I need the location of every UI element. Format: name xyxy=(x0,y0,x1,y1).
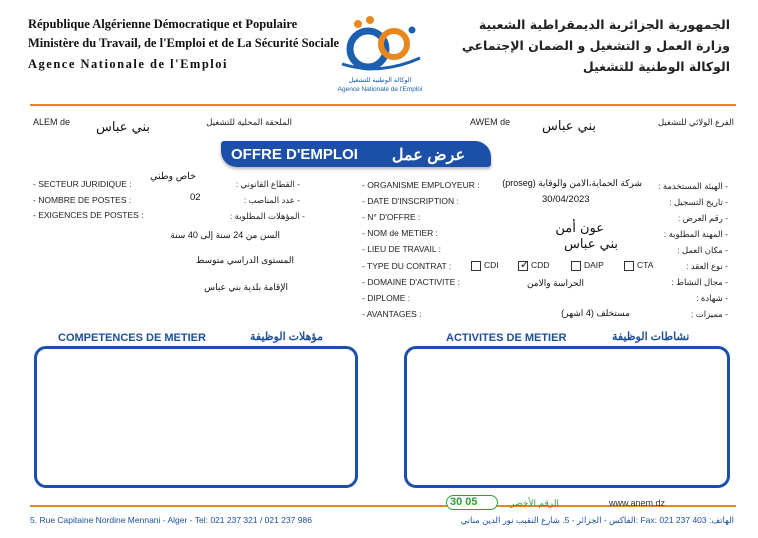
field-value-avantages: مستخلف (4 اشهر) xyxy=(561,308,630,318)
field-label-secteur: - SECTEUR JURIDIQUE : xyxy=(33,179,132,189)
logo-caption-fr: Agence Nationale de l'Emploi xyxy=(337,86,423,93)
daip-label: DAIP xyxy=(584,260,604,270)
field-label-avantages: - AVANTAGES : xyxy=(362,309,422,319)
activites-box[interactable] xyxy=(404,346,730,488)
awem-ar-label: الفرع الولائي للتشغيل xyxy=(657,117,734,127)
address-ar: الهاتف: Fax: 021 237 403 :الفاكس - الجزائر - 5. شارع النقيب نور الدين مناني xyxy=(460,515,734,525)
field-value-metier: عون أمن xyxy=(555,221,604,236)
field-label-date: - DATE D'INSCRIPTION : xyxy=(362,196,459,206)
field-label-organisme: - ORGANISME EMPLOYEUR : xyxy=(362,180,480,190)
field-ar-secteur: - القطاع القانوني : xyxy=(235,179,300,189)
awem-value: بني عباس xyxy=(542,119,597,134)
green-number: 30 05 xyxy=(450,496,478,508)
requirement-line-2: المستوى الدراسي متوسط xyxy=(195,255,294,265)
field-ar-contrat: - نوع العقد : xyxy=(686,261,728,271)
field-label-postes: - NOMBRE DE POSTES : xyxy=(33,195,132,205)
alem-label: ALEM de xyxy=(33,117,71,127)
field-value-secteur: خاص وطني xyxy=(150,171,196,182)
field-label-lieu: - LIEU DE TRAVAIL : xyxy=(362,244,442,254)
header-divider xyxy=(30,104,736,106)
offer-banner xyxy=(221,141,491,167)
cta-label: CTA xyxy=(637,260,654,270)
anem-logo-icon xyxy=(334,14,426,76)
field-label-offre: - N° D'OFFRE : xyxy=(362,212,421,222)
activites-title-ar: نشاطات الوظيفة xyxy=(612,331,690,343)
field-label-contrat: - TYPE DU CONTRAT : xyxy=(362,261,452,271)
banner-title-ar: عرض عمل xyxy=(391,147,465,164)
field-ar-avantages: - مميزات : xyxy=(690,309,728,319)
field-ar-postes: - عدد المناصب : xyxy=(243,195,300,205)
field-ar-domaine: - مجال النشاط : xyxy=(671,277,728,287)
header-fr-line-1: République Algérienne Démocratique et Populaire xyxy=(28,17,298,31)
awem-label: AWEM de xyxy=(470,117,511,127)
check-mark-icon: ✓ xyxy=(520,259,530,271)
daip-checkbox[interactable] xyxy=(571,261,581,271)
header-ar-line-2: وزارة العمل و التشغيل و الضمان الإجتماعي xyxy=(461,38,730,53)
banner-title-fr: OFFRE D'EMPLOI xyxy=(231,146,358,163)
address-fr: 5. Rue Capitaine Nordine Mennani - Alger - Tel: 021 237 321 / 021 237 986 xyxy=(30,515,312,525)
field-label-diplome: - DIPLOME : xyxy=(362,293,411,303)
header-ar-line-1: الجمهورية الجزائرية الديمقراطية الشعبية xyxy=(478,17,730,32)
requirement-line-3: الإقامة بلدية بني عباس xyxy=(204,282,288,292)
field-value-postes: 02 xyxy=(190,192,201,203)
field-ar-metier: - المهنة المطلوبة : xyxy=(663,229,728,239)
green-number-badge xyxy=(446,495,498,510)
field-value-lieu: بني عباس xyxy=(563,237,618,252)
cta-checkbox[interactable] xyxy=(624,261,634,271)
field-ar-exigences: - المؤهلات المطلوبة : xyxy=(229,211,305,221)
field-label-exigences: - EXIGENCES DE POSTES : xyxy=(33,210,144,220)
field-ar-date: - تاريخ التسجيل : xyxy=(669,197,728,207)
alem-value: بني عباس xyxy=(96,120,151,135)
field-value-domaine: الحراسة والامن xyxy=(526,278,584,288)
cdd-label: CDD xyxy=(531,260,550,270)
field-value-organisme: شركة الحماية،الامن والوقاية (proseg) xyxy=(502,178,642,188)
cdi-checkbox[interactable] xyxy=(471,261,481,271)
competences-title-ar: مؤهلات الوظيفة xyxy=(250,331,323,343)
cdi-label: CDI xyxy=(484,260,499,270)
field-label-metier: - NOM de METIER : xyxy=(362,228,439,238)
activites-title-fr: ACTIVITES DE METIER xyxy=(446,332,567,344)
competences-box[interactable] xyxy=(34,346,358,488)
competences-title-fr: COMPETENCES DE METIER xyxy=(58,332,206,344)
green-number-label: الرقم الأخضر xyxy=(510,498,559,508)
website: www.anem.dz xyxy=(609,498,666,508)
field-ar-offre: - رقم العرض : xyxy=(677,213,728,223)
field-ar-lieu: - مكان العمل : xyxy=(677,245,728,255)
field-label-domaine: - DOMAINE D'ACTIVITE : xyxy=(362,277,460,287)
cdd-checkbox[interactable] xyxy=(518,261,528,271)
alem-ar-label: الملحقة المحلية للتشغيل xyxy=(206,117,292,127)
field-ar-diplome: - شهادة : xyxy=(696,293,728,303)
field-value-date: 30/04/2023 xyxy=(542,194,590,205)
header-fr-line-3: Agence Nationale de l'Emploi xyxy=(28,57,228,71)
requirement-line-1: السن من 24 سنة إلى 40 سنة xyxy=(170,230,280,240)
header-fr-line-2: Ministère du Travail, de l'Emploi et de La Sécurité Sociale xyxy=(28,36,340,50)
anem-logo xyxy=(334,14,426,98)
header-ar-line-3: الوكالة الوطنية للتشغيل xyxy=(582,59,730,74)
logo-caption-ar: الوكالة الوطنية للتشغيل xyxy=(348,77,412,84)
field-ar-organisme: - الهيئة المستخدمة : xyxy=(658,181,728,191)
